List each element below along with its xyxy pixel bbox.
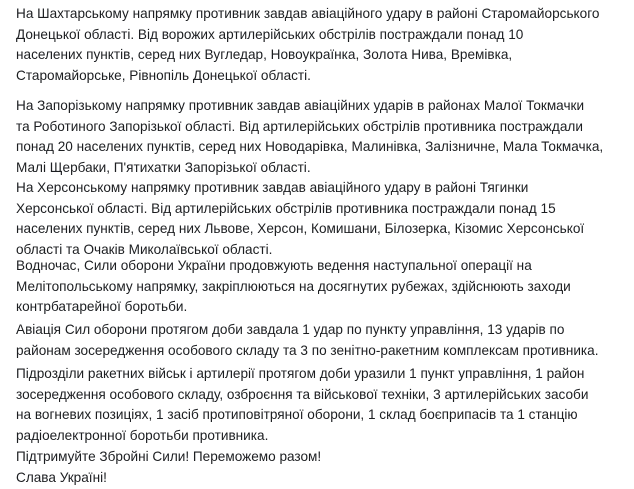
text-line: населених пунктів, серед них Вугледар, Новоукраїнка, Золота Нива, Времівка, xyxy=(16,47,513,62)
text-line: зосередження особового складу, озброєння та військової техніки, 3 артилерійських засоби xyxy=(16,386,589,402)
paragraph-artillery xyxy=(16,364,622,446)
text-line: та Роботиного Запорізької області. Від артилерійських обстрілів противника постраждали xyxy=(16,118,583,134)
text-line: Водночас, Сили оборони України продовжують ведення наступальної операції на xyxy=(16,258,532,273)
text-line: Авіація Сил оборони протягом доби завдала 1 удар по пункту управління, 13 ударів по xyxy=(16,322,565,337)
text-line: Малі Щербаки, П'ятихатки Запорізької області. xyxy=(16,159,311,175)
text-line: радіоелектронної боротьби противника. xyxy=(16,427,269,443)
text-line: Підрозділи ракетних військ і артилерії протягом доби уразили 1 пункт управління, 1 район xyxy=(16,366,585,381)
text-line: на вогневих позиціях, 1 засіб протиповітряної оборони, 1 склад боєприпасів та 1 станцію xyxy=(16,407,578,422)
text-line: Донецької області. Від ворожих артилерійських обстрілів постраждали понад 10 xyxy=(16,26,524,42)
text-line: контрбатарейної боротьби. xyxy=(16,299,188,314)
text-line: Старомайорське, Рівнопіль Донецької області. xyxy=(16,67,311,83)
paragraph-shakhtarske xyxy=(16,4,622,86)
paragraph-zaporizhzhia xyxy=(16,96,622,178)
paragraph-kherson xyxy=(16,178,622,260)
text-line: На Шахтарському напрямку противник завдав авіаційного удару в районі Старомайорського xyxy=(16,6,600,21)
paragraph-aviation xyxy=(16,320,622,361)
text-line: Слава Україні! xyxy=(16,469,107,485)
text-line: На Херсонському напрямку противник завдав авіаційного удару в районі Тягинки xyxy=(16,180,529,195)
paragraph-closing xyxy=(16,447,622,488)
text-line: понад 20 населених пунктів, серед них Новодарівка, Малинівка, Залізничне, Мала Токмачка, xyxy=(16,139,604,154)
text-line: населених пунктів, серед них Львове, Херсон, Комишани, Білозерка, Кізомис Херсонської xyxy=(16,221,585,236)
text-line: Мелітопольському напрямку, закріплюються на досягнутих рубежах, здійснюють заходи xyxy=(16,278,571,294)
text-line: Херсонської області. Від артилерійських обстрілів противника постраждали понад 15 xyxy=(16,200,556,216)
text-line: області та Очаків Миколаївської області. xyxy=(16,241,273,257)
text-line: Підтримуйте Збройні Сили! Переможемо разом! xyxy=(16,449,322,464)
paragraph-offensive xyxy=(16,256,622,318)
text-line: На Запорізькому напрямку противник завдав авіаційних ударів в районах Малої Токмачки xyxy=(16,98,585,113)
text-line: районам зосередження особового складу та 3 по зенітно-ракетним комплексам противника. xyxy=(16,342,599,358)
